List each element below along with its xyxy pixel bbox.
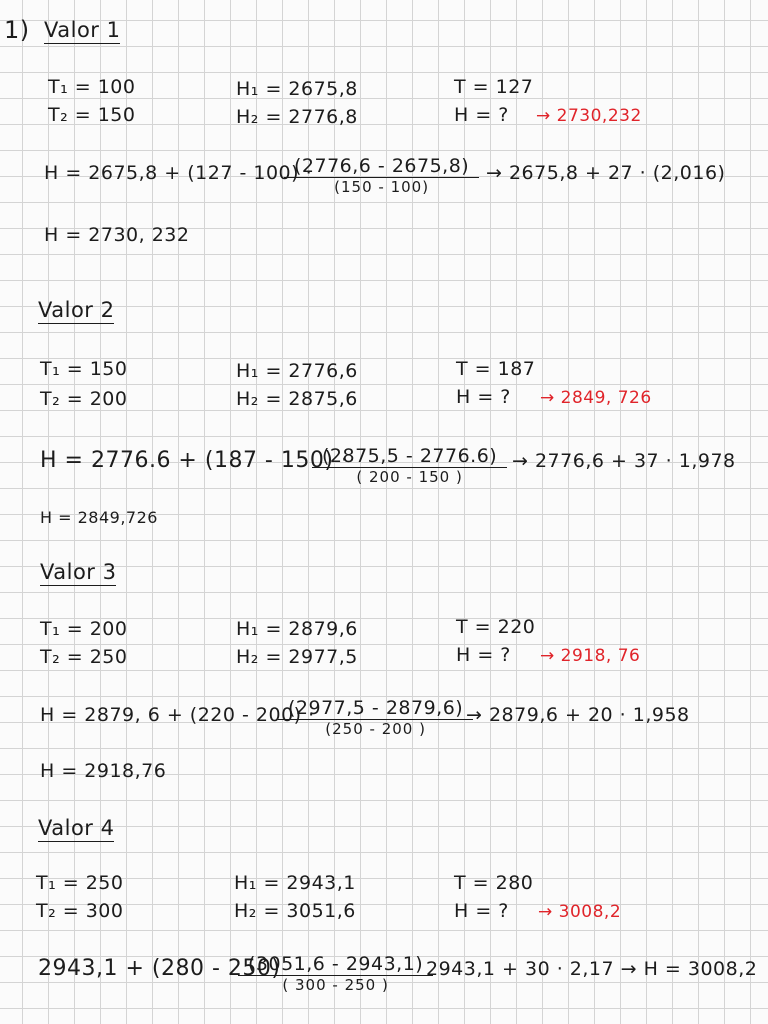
section-title: Valor 2 [38,298,115,322]
h1-value: H₁ = 2675,8 [236,78,358,100]
equation-left: H = 2776.6 + (187 - 150) · [40,448,349,473]
equation-fraction [312,446,507,487]
fraction-numerator: (2977,5 - 2879,6) [278,698,473,720]
h1-value: H₁ = 2943,1 [234,872,356,894]
t-value: T = 127 [454,76,534,98]
final-result: H = 2849,726 [40,508,158,527]
section-title: Valor 3 [40,560,117,584]
section-title: Valor 1 [44,18,121,42]
t1-value: T₁ = 200 [40,618,128,640]
t2-value: T₂ = 250 [40,646,128,668]
h-unknown: H = ? [456,386,511,408]
h2-value: H₂ = 2776,8 [236,106,358,128]
equation-left: H = 2675,8 + (127 - 100) · [44,162,313,184]
result-answer: → 2918, 76 [540,646,641,666]
fraction-numerator: (2875,5 - 2776.6) [312,446,507,468]
t-value: T = 220 [456,616,536,638]
t-value: T = 187 [456,358,536,380]
t1-value: T₁ = 150 [40,358,128,380]
equation-right: → 2879,6 + 20 · 1,958 [466,704,690,726]
fraction-numerator: (2776,6 - 2675,8) [284,156,479,178]
equation-fraction [238,954,433,995]
fraction-denominator: (150 - 100) [334,177,430,196]
equation-right: → 2776,6 + 37 · 1,978 [512,450,736,472]
equation-right: 2943,1 + 30 · 2,17 → H = 3008,2 [426,958,758,980]
final-result: H = 2730, 232 [44,224,190,246]
equation-fraction [284,156,479,197]
equation-right: → 2675,8 + 27 · (2,016) [486,162,726,184]
h1-value: H₁ = 2879,6 [236,618,358,640]
problem-number: 1) [4,16,30,44]
fraction-denominator: ( 200 - 150 ) [356,467,463,486]
t2-value: T₂ = 300 [36,900,124,922]
h-unknown: H = ? [456,644,511,666]
h2-value: H₂ = 3051,6 [234,900,356,922]
result-answer: → 2849, 726 [540,388,652,408]
result-answer: → 2730,232 [536,106,642,126]
t1-value: T₁ = 100 [48,76,136,98]
t1-value: T₁ = 250 [36,872,124,894]
equation-fraction [278,698,473,739]
h-unknown: H = ? [454,104,509,126]
fraction-denominator: ( 300 - 250 ) [282,975,389,994]
equation-left: 2943,1 + (280 - 250) [38,956,281,981]
result-answer: → 3008,2 [538,902,622,922]
h2-value: H₂ = 2977,5 [236,646,358,668]
fraction-numerator: (3051,6 - 2943,1) [238,954,433,976]
t2-value: T₂ = 150 [48,104,136,126]
fraction-denominator: (250 - 200 ) [325,719,426,738]
final-result: H = 2918,76 [40,760,167,782]
t-value: T = 280 [454,872,534,894]
equation-left: H = 2879, 6 + (220 - 200) · [40,704,315,726]
h1-value: H₁ = 2776,6 [236,360,358,382]
h2-value: H₂ = 2875,6 [236,388,358,410]
t2-value: T₂ = 200 [40,388,128,410]
h-unknown: H = ? [454,900,509,922]
section-title: Valor 4 [38,816,115,840]
